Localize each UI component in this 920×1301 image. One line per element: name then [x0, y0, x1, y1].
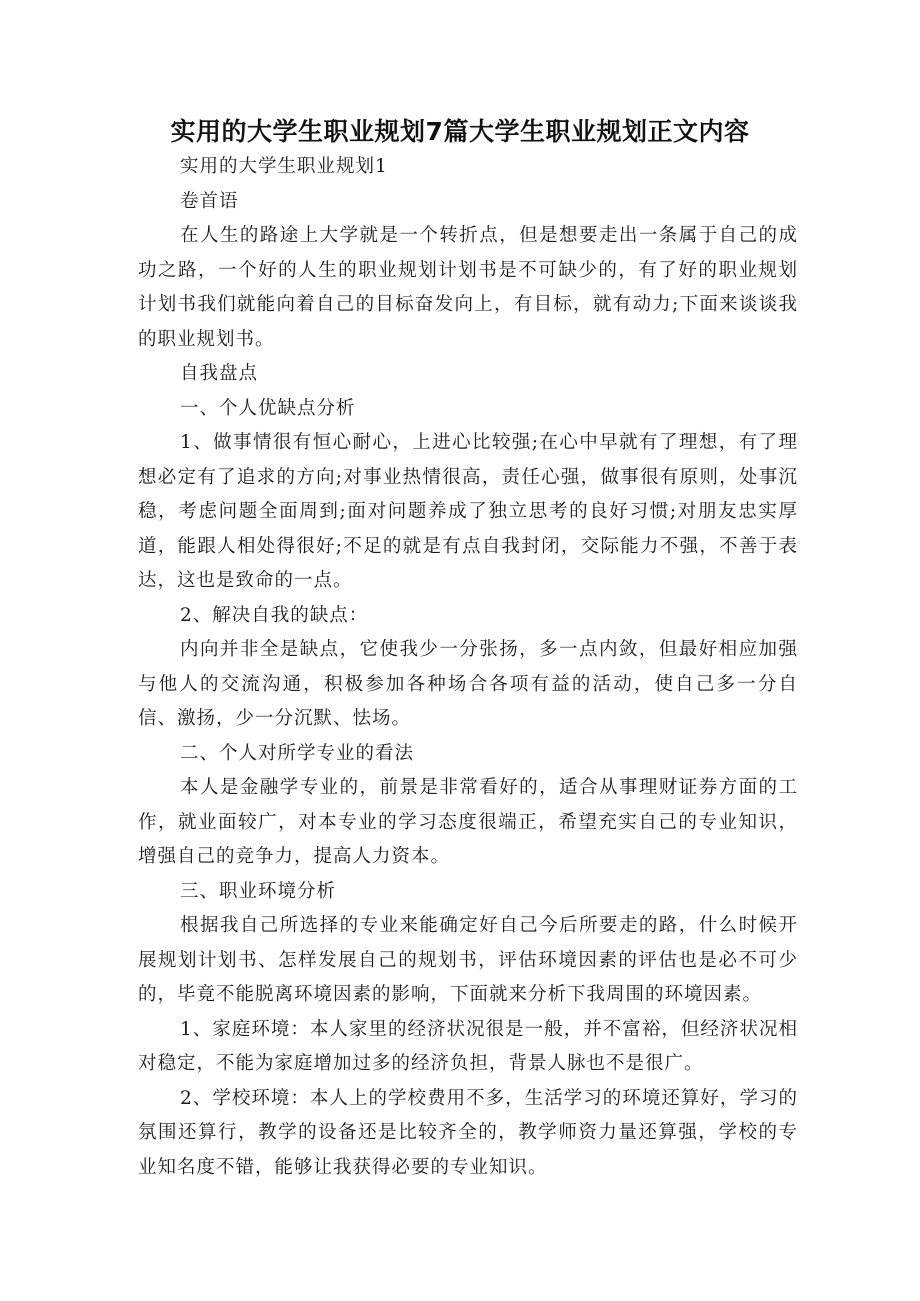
document-body [138, 150, 798, 1185]
document-title: 实用的大学生职业规划7篇大学生职业规划正文内容 [170, 117, 750, 146]
subheading: 2、解决自我的缺点： [180, 604, 369, 626]
subheading: 二、个人对所学专业的看法 [180, 742, 415, 764]
section-heading: 实用的大学生职业规划1 [180, 156, 388, 177]
paragraph: 1、家庭环境：本人家里的经济状况很是一般，并不富裕，但经济状况相对稳定，不能为家庭增加过多的经济负担，背景人脉也不是很广。 [138, 1018, 798, 1074]
subheading: 自我盘点 [180, 363, 259, 384]
paragraph: 1、做事情很有恒心耐心，上进心比较强;在心中早就有了理想，有了理想必定有了追求的方向;对事业热情很高，责任心强，做事很有原则，处事沉稳，考虑问题全面周到;面对问题养成了独立思考的良好习惯;对朋友忠实厚道，能跟人相处得很好;不足的就是有点自我封闭，交际能力不强，不善于表达，这也是致命的一点。 [138, 432, 798, 591]
paragraph: 在人生的路途上大学就是一个转折点，但是想要走出一条属于自己的成功之路，一个好的人生的职业规划计划书是不可缺少的，有了好的职业规划计划书我们就能向着自己的目标奋发向上，有目标，就有动力;下面来谈谈我的职业规划书。 [138, 225, 798, 350]
paragraph: 本人是金融学专业的，前景是非常看好的，适合从事理财证券方面的工作，就业面较广，对本专业的学习态度很端正，希望充实自己的专业知识，增强自己的竞争力，提高人力资本。 [138, 777, 798, 867]
paragraph: 2、学校环境：本人上的学校费用不多，生活学习的环境还算好，学习的氛围还算行，教学的设备还是比较齐全的，教学师资力量还算强，学校的专业知名度不错，能够让我获得必要的专业知识。 [138, 1087, 798, 1178]
paragraph: 内向并非全是缺点，它使我少一分张扬，多一点内敛，但最好相应加强与他人的交流沟通，积极参加各种场合各项有益的活动，使自己多一分自信、激扬，少一分沉默、怯场。 [138, 639, 798, 729]
subheading: 一、个人优缺点分析 [180, 397, 356, 419]
subheading: 三、职业环境分析 [180, 880, 337, 902]
paragraph: 根据我自己所选择的专业来能确定好自己今后所要走的路，什么时候开展规划计划书、怎样发展自己的规划书，评估环境因素的评估也是必不可少的，毕竟不能脱离环境因素的影响，下面就来分析下我周围的环境因素。 [138, 915, 798, 1005]
subheading: 卷首语 [180, 190, 239, 212]
